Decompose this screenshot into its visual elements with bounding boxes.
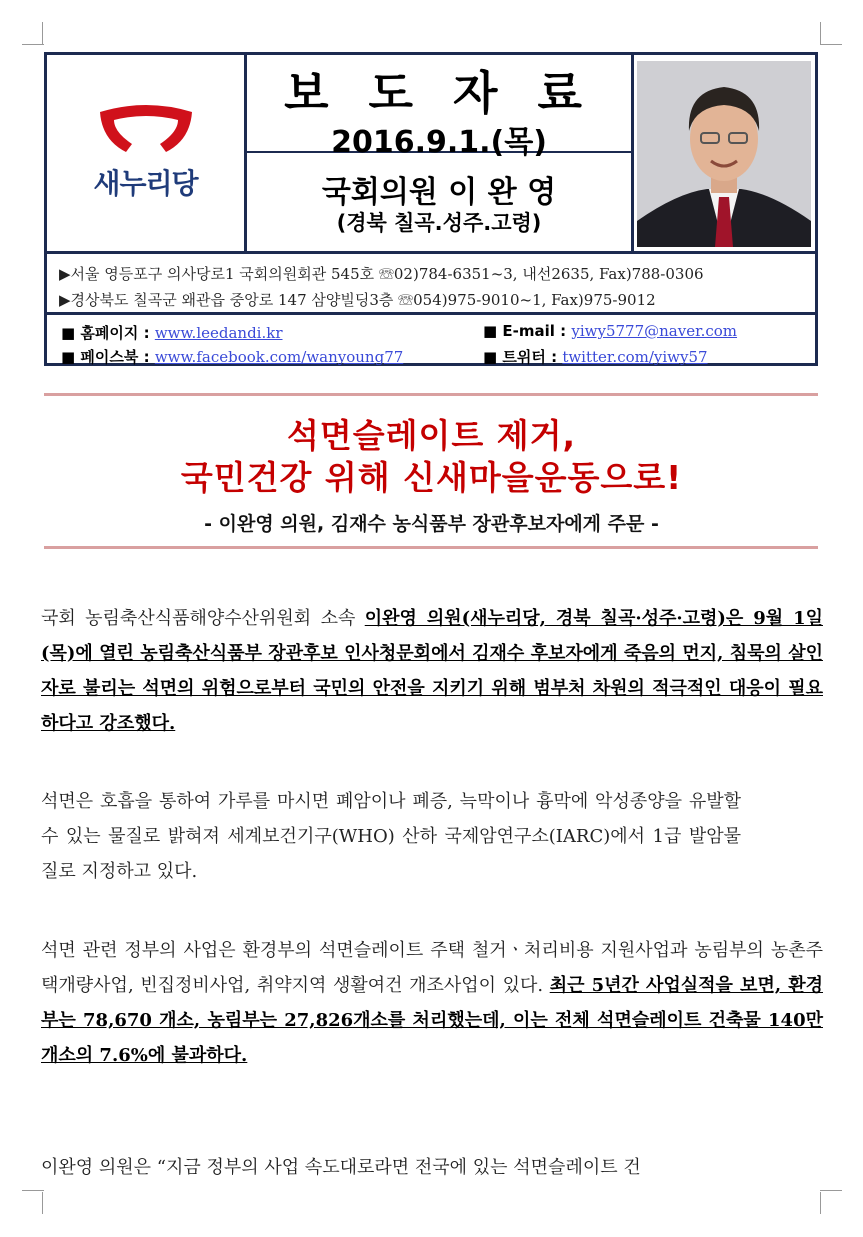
headline-line-2: 국민건강 위해 신새마을운동으로! (180, 458, 683, 497)
representative-name: 국회의원 이 완 영 (321, 175, 557, 210)
divider (631, 55, 634, 251)
facebook-link[interactable]: www.facebook.com/wanyoung77 (154, 348, 404, 366)
divider (47, 312, 815, 315)
emphasized-text: 이완영 의원(새누리당, 경북 칠곡·성주·고령)은 9월 1일(목)에 열린 농림축산식품부 장관후보 인사청문회에서 김재수 후보자에게 죽음의 먼지, 침묵의 살인자로 불리는 석면의 위험으로부터 국민의 안전을 지키기 위해 범부처 차원의 적극적인 대응이 필요하다고 강조했다. (41, 608, 823, 734)
twitter-row (483, 346, 708, 367)
twitter-label: ■ 트위터 : (483, 348, 563, 366)
homepage-label: ■ 홈페이지 : (61, 324, 155, 342)
crop-mark (42, 1192, 43, 1214)
divider (47, 251, 815, 254)
twitter-link[interactable]: twitter.com/yiwy57 (562, 348, 708, 366)
top-divider (44, 393, 818, 396)
seoul-address: ▶서울 영등포구 의사당로1 국회의원회관 545호 ☏02)784-6351~3, 내선2635, Fax)788-0306 (59, 265, 704, 283)
email-label: ■ E-mail : (483, 322, 572, 340)
email-row (483, 322, 737, 340)
crop-mark (820, 1190, 842, 1191)
paragraph-text: 석면 관련 정부의 사업은 환경부의 석면슬레이트 주택 철거ㆍ처리비용 지원사업과 농림부의 농촌주택개량사업, 빈집정비사업, 취약지역 생활여건 개조사업이 있다. (41, 940, 823, 996)
representative-photo (637, 61, 811, 247)
facebook-label: ■ 페이스북 : (61, 348, 155, 366)
emphasized-text: 최근 5년간 사업실적을 보면, 환경부는 78,670 개소, 농림부는 27,826개소를 처리했는데, 이는 전체 석면슬레이트 건축물 140만 개소의 7.6%에 불과하다. (41, 975, 823, 1066)
party-logo (47, 55, 244, 251)
local-address: ▶경상북도 칠곡군 왜관읍 중앙로 147 삼양빌딩3층 ☏054)975-9010~1, Fax)975-9012 (59, 291, 656, 309)
bottom-divider (44, 546, 818, 549)
homepage-link[interactable]: www.leedandi.kr (154, 324, 283, 342)
headline-line-1: 석면슬레이트 제거, (286, 416, 577, 455)
press-release-header (44, 52, 818, 366)
title-block (247, 55, 631, 251)
paragraph-text: 이완영 의원은 “지금 정부의 사업 속도대로라면 전국에 있는 석면슬레이트 건 (41, 1157, 641, 1178)
party-logo-icon (94, 104, 198, 158)
portrait-image (637, 61, 811, 247)
crop-mark (22, 44, 44, 45)
subheadline: - 이완영 의원, 김재수 농식품부 장관후보자에게 주문 - (204, 513, 659, 535)
district: (경북 칠곡.성주.고령) (336, 211, 542, 235)
crop-mark (820, 22, 821, 44)
page-title: 보 도 자 료 (284, 66, 594, 120)
body-paragraph-3 (41, 933, 823, 1073)
crop-mark (22, 1190, 44, 1191)
paragraph-text: 석면은 호흡을 통하여 가루를 마시면 폐암이나 폐증, 늑막이나 흉막에 악성종양을 유발할 수 있는 물질로 밝혀져 세계보건기구(WHO) 산하 국제암연구소(IARC)에서 1급 발암물질로 지정하고 있다. (41, 791, 741, 882)
facebook-row (61, 346, 403, 367)
crop-mark (42, 22, 43, 44)
body-paragraph-1 (41, 601, 823, 741)
homepage-row (61, 322, 283, 343)
paragraph-text: 국회 농림축산식품해양수산위원회 소속 (41, 608, 365, 629)
crop-mark (820, 1192, 821, 1214)
body-paragraph-4 (41, 1150, 823, 1185)
release-date: 2016.9.1.(목) (331, 125, 547, 160)
party-logo-text: 새누리당 (93, 167, 198, 200)
crop-mark (820, 44, 842, 45)
email-link[interactable]: yiwy5777@naver.com (571, 322, 738, 340)
body-paragraph-2 (41, 784, 741, 889)
